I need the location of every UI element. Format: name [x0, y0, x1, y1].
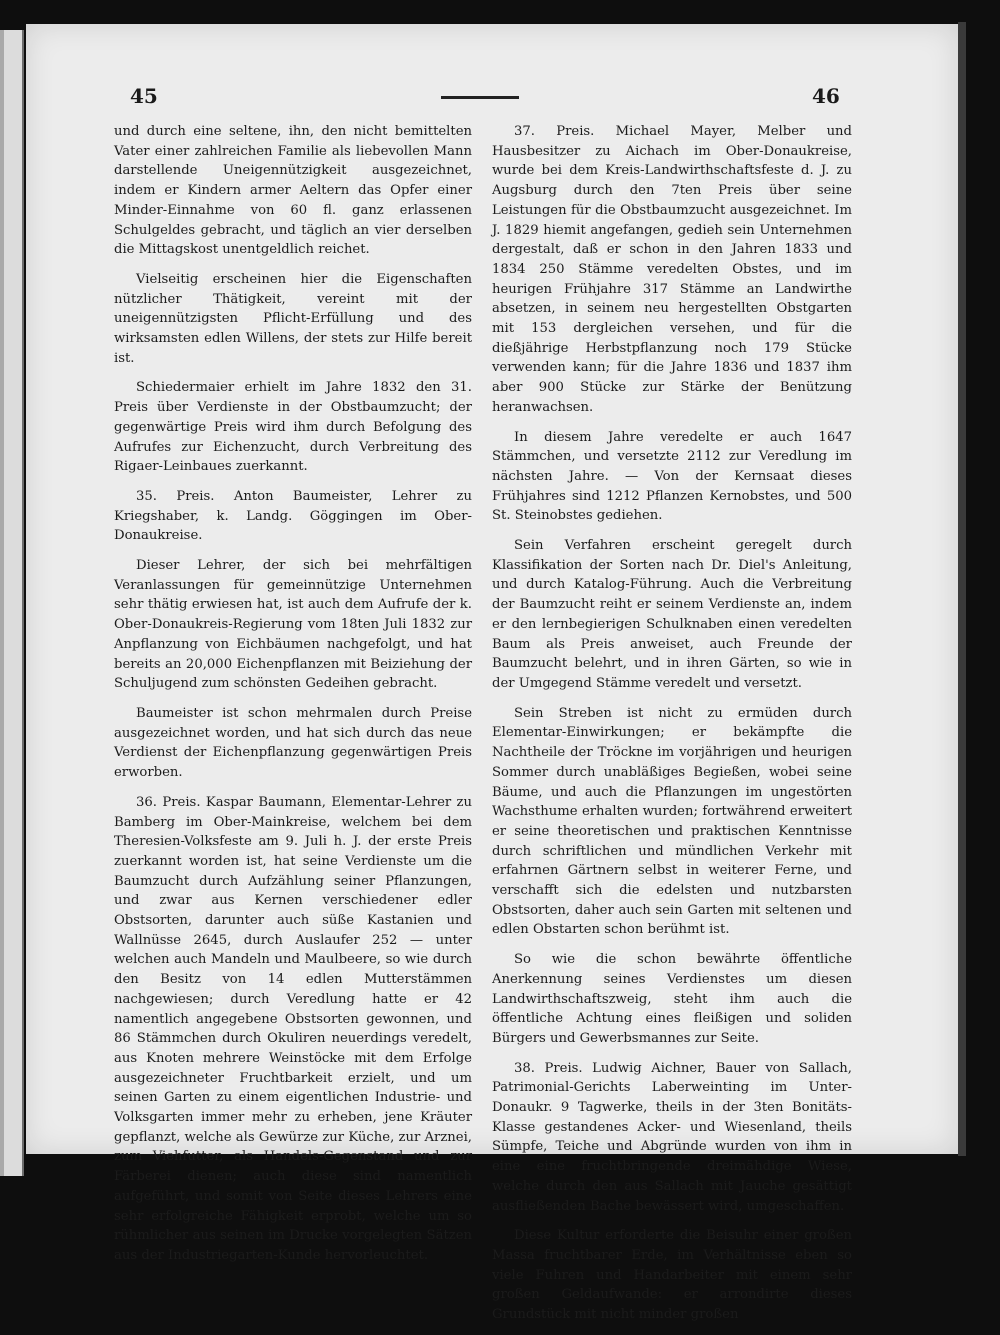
- page-number-right: 46: [812, 84, 840, 108]
- paragraph: Baumeister ist schon mehrmalen durch Preise ausgezeichnet worden, und hat sich durch das neue Verdienst der Eichenpflanzung gegenwärtigen Preis erworben.: [114, 705, 472, 781]
- previous-page-edge: [0, 30, 24, 1176]
- paragraph: und durch eine seltene, ihn, den nicht bemittelten Vater einer zahlreichen Familie als liebevollen Mann darstellende Uneigennützigkeit ausgezeichnet, indem er Kindern armer Aeltern das Opfer einer Minder-Einnahme von 60 fl. ganz erlassenen Schulgeldes gebracht, und täglich an vier derselben die Mittagskost unentgeldlich reichet.: [114, 124, 472, 258]
- page-number-left: 45: [130, 84, 158, 108]
- right-text-column: [492, 122, 852, 1335]
- paragraph: Sein Streben ist nicht zu ermüden durch Elementar-Einwirkungen; er bekämpfte die Nachtheile der Tröckne im vorjährigen und heurigen Sommer durch unabläßiges Begießen, wobei seine Bäume, und auch die Pflanzungen im ungestörten Wachsthume erhalten wurden; fortwährend erweitert er seine theoretischen und praktischen Kenntnisse durch schriftlichen und mündlichen Verkehr mit erfahrnen Gärtnern selbst in weiterer Ferne, und verschafft sich die edelsten und nutzbarsten Obstsorten, daher auch sein Garten mit seltenen und edlen Obstarten schon berühmt ist.: [492, 705, 852, 938]
- paragraph: Diese Kultur erforderte die Beisuhr einer großen Massa fruchtbarer Erde, im Verhältnisse eben so viele Fuhren und Handarbeiter mit einem sehr großen Geldaufwande: er arrondirte dieses Grundstück mit nicht minder großen: [492, 1228, 852, 1323]
- header-rule: [441, 96, 519, 99]
- paragraph: Schiedermaier erhielt im Jahre 1832 den 31. Preis über Verdienste in der Obstbaumzucht; der gegenwärtige Preis wird ihm durch Befolgung des Aufrufes zur Eichenzucht, durch Verbreitung des Rigaer-Leinbaues zuerkannt.: [114, 380, 472, 475]
- prize-heading: 35. Preis. Anton Baumeister, Lehrer zu Kriegshaber, k. Landg. Göggingen im Ober-Donaukreise.: [114, 488, 472, 544]
- prize-paragraph: 36. Preis. Kaspar Baumann, Elementar-Lehrer zu Bamberg im Ober-Mainkreise, welchem bei dem Theresien-Volksfeste am 9. Juli h. J. der erste Preis zuerkannt worden ist, hat seine Verdienste um die Baumzucht durch Aufzählung seiner Pflanzungen, und zwar aus Kernen verschiedener edler Obstsorten, darunter auch süße Kastanien und Wallnüsse 2645, durch Auslaufer 252 — unter welchen auch Mandeln und Maulbeere, so wie durch den Besitz von 14 edlen Mutterstämmen nachgewiesen; durch Veredlung hatte er 42 namentlich angegebene Obstsorten gewonnen, und 86 Stämmchen durch Okuliren neuerdings veredelt, aus Knoten mehrere Weinstöcke mit dem Erfolge ausgezeichneter Fruchtbarkeit erzielt, und um seinen Garten zu einem eigentlichen Industrie- und Volksgarten immer mehr zu erheben, jene Kräuter gepflanzt, welche als Gewürze zur Küche, zur Arznei, zum Viehfutter, als Handels-Gegenstand und zur Färberei dienen; auch diese sind namentlich aufgeführt, und somit von Seite dieses Lehrers eine sehr erfolgreiche Fähigkeit erprobt, welche um so rühmlicher aus seinen im Drucke vorgelegten Sätzen aus der Industriegarten-Kunde hervorleuchtet.: [114, 794, 472, 1263]
- prize-paragraph: 37. Preis. Michael Mayer, Melber und Hausbesitzer zu Aichach im Ober-Donaukreise, wurde bei dem Kreis-Landwirthschaftsfeste d. J. zu Augsburg durch den 7ten Preis über seine Leistungen für die Obstbaumzucht ausgezeichnet. Im J. 1829 hiemit angefangen, gedieh sein Unternehmen dergestalt, daß er schon in den Jahren 1833 und 1834 250 Stämme veredelten Obstes, und im heurigen Frühjahre 317 Stämme an Landwirthe absetzen, in seinem neu hergestellten Obstgarten mit 153 dergleichen versehen, und für die dießjährige Herbstpflanzung noch 179 Stücke verwenden kann; für die Jahre 1836 und 1837 ihm aber 900 Stücke zur Stärke der Benützung heranwachsen.: [492, 124, 852, 415]
- page-edge-shadow: [0, 30, 4, 1176]
- page-right-shadow: [958, 22, 966, 1156]
- left-text-column: [114, 122, 472, 1276]
- prize-paragraph: 38. Preis. Ludwig Aichner, Bauer von Sallach, Patrimonial-Gerichts Laberweinting im Unter-Donaukr. 9 Tagwerke, theils in der 3ten Bonitäts-Klasse gestandenes Acker- und Wiesenland, theils Sümpfe, Teiche und Abgründe wurden von ihm in eine eine fruchtbringende dreimähdige Wiese, welche durch den aus Sallach mit Jauche gesättigt ausfließenden Bache bewässert wird, umgeschaffen.: [492, 1060, 852, 1214]
- paragraph: So wie die schon bewährte öffentliche Anerkennung seines Verdienstes um diesen Landwirthschaftszweig, steht ihm auch die öffentliche Achtung eines fleißigen und soliden Bürgers und Gewerbsmannes zur Seite.: [492, 952, 852, 1046]
- paragraph: In diesem Jahre veredelte er auch 1647 Stämmchen, und versetzte 2112 zur Veredlung im nächsten Jahre. — Von der Kernsaat dieses Frühjahres sind 1212 Pflanzen Kernobstes, und 500 St. Steinobstes gediehen.: [492, 429, 852, 524]
- paragraph: Sein Verfahren erscheint geregelt durch Klassifikation der Sorten nach Dr. Diel's Anleitung, und durch Katalog-Führung. Auch die Verbreitung der Baumzucht reiht er seinem Verdienste an, indem er den lernbegierigen Schulknaben einen veredelten Baum als Preis anweiset, auch Freunde der Baumzucht belehrt, und in ihren Gärten, so wie in der Umgegend Stämme veredelt und versetzt.: [492, 538, 852, 691]
- paragraph: Vielseitig erscheinen hier die Eigenschaften nützlicher Thätigkeit, vereint mit der uneigennützigsten Pflicht-Erfüllung und des wirksamsten edlen Willens, der stets zur Hilfe bereit ist.: [114, 271, 472, 366]
- page-header: [26, 84, 958, 124]
- paragraph: Dieser Lehrer, der sich bei mehrfältigen Veranlassungen für gemeinnützige Unternehmen sehr thätig erwiesen hat, ist auch dem Aufrufe der k. Ober-Donaukreis-Regierung vom 18ten Juli 1832 zur Anpflanzung von Eichbäumen nachgefolgt, und hat bereits an 20,000 Eichenpflanzen mit Beiziehung der Schuljugend zum schönsten Gedeihen gebracht.: [114, 558, 472, 692]
- book-page: [26, 24, 958, 1323]
